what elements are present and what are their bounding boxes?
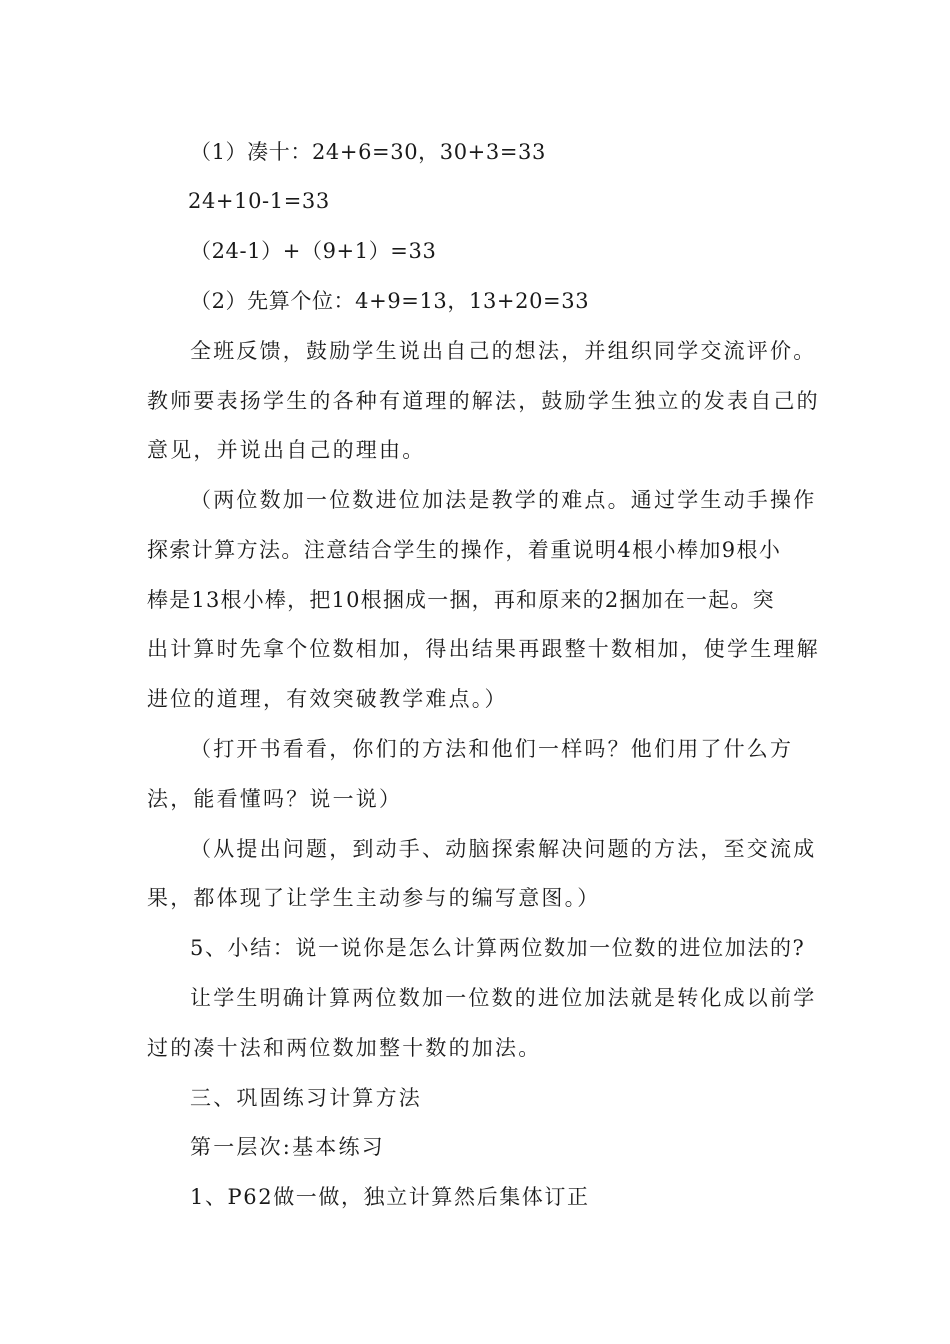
text-line-6: 教师要表扬学生的各种有道理的解法，鼓励学生独立的发表自己的 [147, 389, 820, 413]
text-line-1: （1）凑十：24+6=30，30+3=33 [190, 140, 546, 164]
text-line-22: 1、P62做一做，独立计算然后集体订正 [190, 1185, 590, 1209]
text-line-21: 第一层次:基本练习 [190, 1135, 385, 1159]
text-line-13: （打开书看看，你们的方法和他们一样吗？他们用了什么方 [190, 737, 794, 761]
text-line-5: 全班反馈，鼓励学生说出自己的想法，并组织同学交流评价。 [190, 339, 817, 363]
text-line-11: 出计算时先拿个位数相加，得出结果再跟整十数相加，使学生理解 [147, 637, 820, 661]
text-line-20: 三、巩固练习计算方法 [190, 1086, 422, 1110]
text-line-4: （2）先算个位：4+9=13，13+20=33 [190, 289, 590, 313]
text-line-17: 5、小结：说一说你是怎么计算两位数加一位数的进位加法的? [190, 936, 806, 960]
text-line-15: （从提出问题，到动手、动脑探索解决问题的方法，至交流成 [190, 837, 817, 861]
text-line-9: 探索计算方法。注意结合学生的操作，着重说明4根小棒加9根小 [147, 538, 782, 562]
text-line-3: （24-1）+（9+1）=33 [190, 239, 437, 263]
text-line-10: 棒是13根小棒，把10根捆成一捆，再和原来的2捆加在一起。突 [147, 588, 775, 612]
text-line-8: （两位数加一位数进位加法是教学的难点。通过学生动手操作 [190, 488, 817, 512]
text-line-14: 法，能看懂吗？说一说） [147, 787, 403, 811]
text-line-18: 让学生明确计算两位数加一位数的进位加法就是转化成以前学 [190, 986, 817, 1010]
text-line-12: 进位的道理，有效突破教学难点。） [147, 687, 508, 711]
text-line-19: 过的凑十法和两位数加整十数的加法。 [147, 1036, 542, 1060]
text-line-2: 24+10-1=33 [188, 189, 330, 213]
text-line-16: 果，都体现了让学生主动参与的编写意图。） [147, 886, 601, 910]
text-line-7: 意见，并说出自己的理由。 [147, 438, 426, 462]
